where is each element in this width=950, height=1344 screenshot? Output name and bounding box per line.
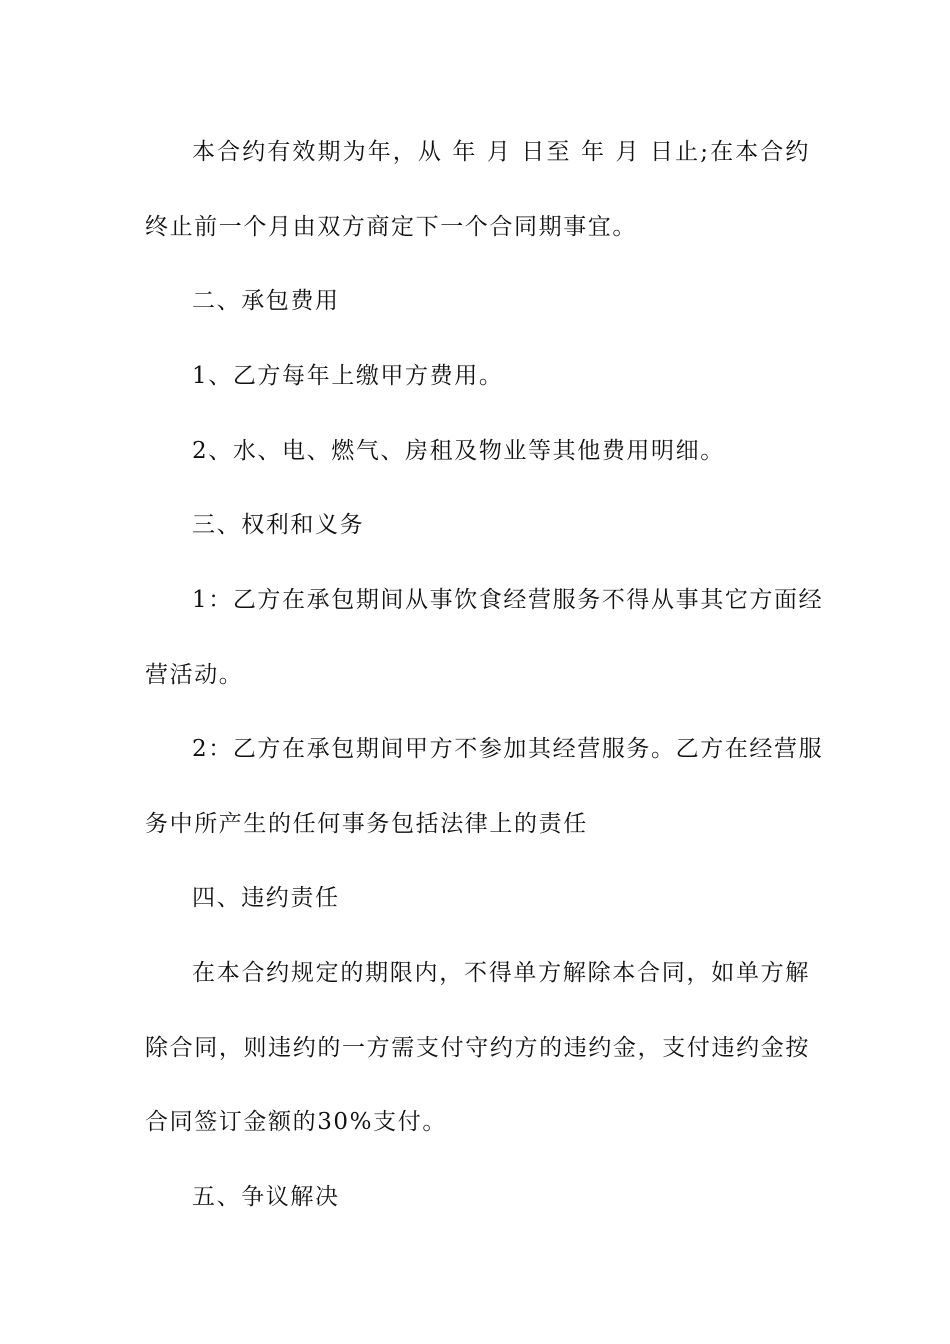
breach-paragraph-line-1: 在本合约规定的期限内，不得单方解除本合同，如单方解 — [192, 960, 810, 986]
rights-item-1-line-2: 营活动。 — [145, 662, 244, 688]
paragraph-term-line-2: 终止前一个月由双方商定下一个合同期事宜。 — [145, 214, 637, 240]
rights-item-2-line-2: 务中所产生的任何事务包括法律上的责任 — [145, 811, 588, 837]
section-heading-fees: 二、承包费用 — [192, 288, 340, 314]
section-heading-dispute: 五、争议解决 — [192, 1184, 340, 1210]
rights-item-2-line-1: 2：乙方在承包期间甲方不参加其经营服务。乙方在经营服 — [192, 736, 824, 762]
paragraph-term-line-1: 本合约有效期为年，从 年 月 日至 年 月 日止;在本合约 — [192, 139, 810, 165]
section-heading-breach: 四、违约责任 — [192, 885, 340, 911]
fee-item-2: 2、水、电、燃气、房租及物业等其他费用明细。 — [192, 438, 725, 464]
breach-paragraph-line-2: 除合同，则违约的一方需支付守约方的违约金，支付违约金按 — [145, 1035, 810, 1061]
breach-paragraph-line-3: 合同签订金额的30%支付。 — [145, 1109, 447, 1135]
rights-item-1-line-1: 1：乙方在承包期间从事饮食经营服务不得从事其它方面经 — [192, 587, 824, 613]
section-heading-rights: 三、权利和义务 — [192, 512, 365, 538]
fee-item-1: 1、乙方每年上缴甲方费用。 — [192, 363, 504, 389]
